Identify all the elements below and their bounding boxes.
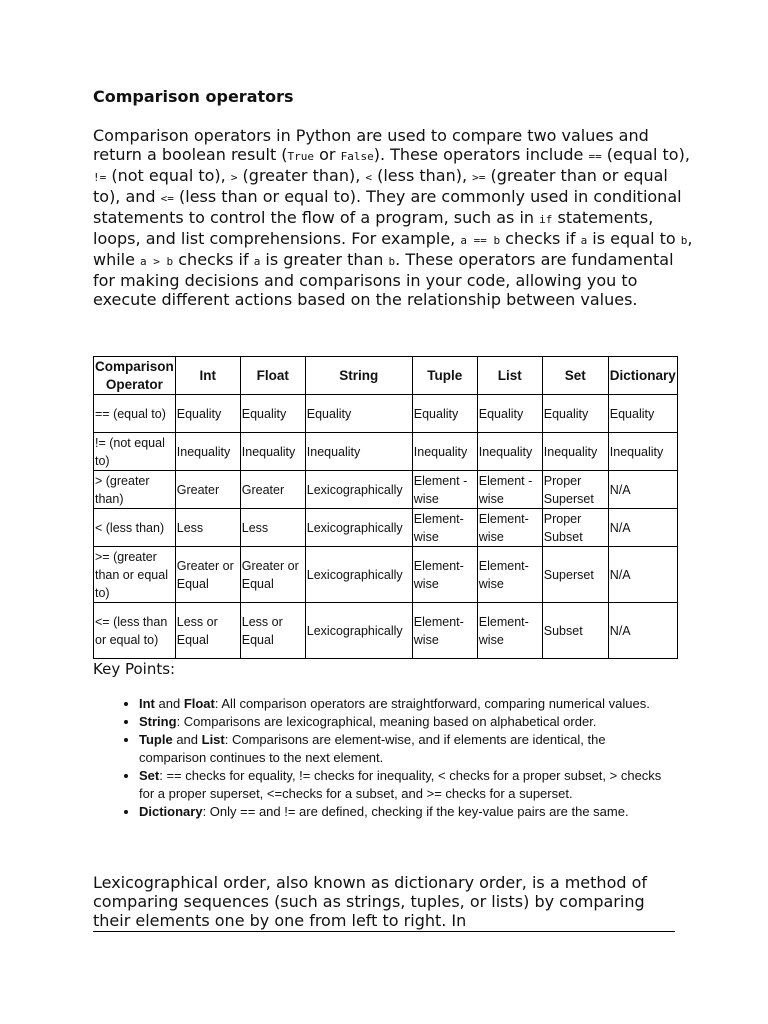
table-cell: == (equal to)	[94, 395, 176, 433]
table-cell: Less or Equal	[175, 603, 240, 659]
inline-code: !=	[93, 171, 107, 184]
term: Tuple	[139, 732, 173, 747]
intro-text: ). These operators include	[373, 145, 589, 164]
table-cell: Lexicographically	[305, 471, 412, 509]
connector: and	[172, 732, 202, 747]
header-cell: Float	[240, 357, 305, 395]
table-cell: Equality	[412, 395, 477, 433]
table-cell: Greater	[240, 471, 305, 509]
list-item	[139, 767, 673, 803]
lexicographical-paragraph: Lexicographical order, also known as dictionary order, is a method of comparing sequences (such as strings, tuples, or lists) by comparing their elements one by one from left to right. In	[93, 873, 648, 930]
term: Int	[139, 696, 155, 711]
description: : Comparisons are element-wise, and if elements are identical, the comparison continues to the next element.	[139, 732, 606, 765]
inline-code: a > b	[140, 255, 174, 268]
table-cell: Equality	[608, 395, 677, 433]
list-item	[139, 695, 673, 713]
term: Set	[139, 768, 160, 783]
description: : == checks for equality, != checks for inequality, < checks for a proper subset, > checks for a proper superset, <=checks for a subset, and >= checks for a superset.	[139, 768, 662, 801]
inline-code: <=	[160, 192, 174, 205]
table-cell: Inequality	[412, 433, 477, 471]
intro-text: or	[314, 145, 341, 164]
inline-code: b	[680, 234, 688, 247]
inline-code: False	[340, 150, 374, 163]
intro-text: (greater than or equal to), and	[93, 166, 668, 206]
table-cell: Equality	[542, 395, 608, 433]
inline-code: if	[539, 213, 553, 226]
intro-text: (less than or equal to). They are commonly used in conditional statements to control the flow of a program, such as in	[93, 187, 682, 227]
list-item	[139, 803, 673, 821]
table-cell: != (not equal to)	[94, 433, 176, 471]
table-cell: Proper Subset	[542, 509, 608, 547]
intro-text: is equal to	[587, 229, 681, 248]
table-cell: Inequality	[608, 433, 677, 471]
description: : Only == and != are defined, checking if the key-value pairs are the same.	[202, 804, 629, 819]
inline-code: >	[230, 171, 238, 184]
table-cell: N/A	[608, 509, 677, 547]
key-points-list	[93, 695, 673, 821]
intro-text: checks if	[500, 229, 581, 248]
inline-code: True	[287, 150, 315, 163]
table-cell: Element-wise	[412, 603, 477, 659]
table-cell: Proper Superset	[542, 471, 608, 509]
intro-text: , while	[93, 229, 693, 269]
connector: and	[154, 696, 184, 711]
intro-text: checks if	[173, 250, 254, 269]
intro-text: (equal to),	[601, 145, 690, 164]
table-row	[94, 509, 678, 547]
table-cell: Element-wise	[477, 509, 542, 547]
table-cell: N/A	[608, 471, 677, 509]
description: : Comparisons are lexicographical, meaning based on alphabetical order.	[176, 714, 597, 729]
table-cell: Element-wise	[412, 547, 477, 603]
table-cell: Inequality	[477, 433, 542, 471]
inline-code: b	[388, 255, 396, 268]
intro-text: (less than),	[372, 166, 473, 185]
table-cell: Greater or Equal	[240, 547, 305, 603]
table-cell: Less	[175, 509, 240, 547]
table-cell: Equality	[175, 395, 240, 433]
table-row	[94, 395, 678, 433]
term: String	[139, 714, 177, 729]
term: Dictionary	[139, 804, 203, 819]
table-cell: N/A	[608, 603, 677, 659]
table-cell: < (less than)	[94, 509, 176, 547]
comparison-table	[93, 356, 678, 659]
table-row	[94, 603, 678, 659]
key-points-title: Key Points:	[93, 660, 176, 678]
header-cell: List	[477, 357, 542, 395]
header-cell: String	[305, 357, 412, 395]
table-cell: Equality	[305, 395, 412, 433]
table-cell: Equality	[477, 395, 542, 433]
table-cell: Less	[240, 509, 305, 547]
table-cell: Element-wise	[477, 603, 542, 659]
header-cell: Comparison Operator	[94, 357, 176, 395]
table-cell: > (greater than)	[94, 471, 176, 509]
inline-code: a	[580, 234, 588, 247]
list-item	[139, 713, 673, 731]
table-cell: Inequality	[305, 433, 412, 471]
table-cell: Subset	[542, 603, 608, 659]
table-cell: Element - wise	[412, 471, 477, 509]
list-item	[139, 731, 673, 767]
intro-paragraph	[93, 126, 693, 309]
table-cell: Lexicographically	[305, 509, 412, 547]
inline-code: a	[253, 255, 261, 268]
inline-code: <	[365, 171, 372, 184]
table-row	[94, 471, 678, 509]
table-cell: Superset	[542, 547, 608, 603]
inline-code: >=	[472, 171, 486, 184]
header-cell: Tuple	[412, 357, 477, 395]
table-row	[94, 547, 678, 603]
description: : All comparison operators are straightforward, comparing numerical values.	[214, 696, 650, 711]
table-cell: <= (less than or equal to)	[94, 603, 176, 659]
header-cell: Int	[175, 357, 240, 395]
table-cell: Equality	[240, 395, 305, 433]
intro-text: Comparison operators in Python are used to compare two values and return a boolean result (	[93, 126, 649, 164]
table-cell: Element - wise	[477, 471, 542, 509]
header-cell: Dictionary	[608, 357, 677, 395]
term: List	[201, 732, 225, 747]
intro-text: . These operators are fundamental for making decisions and comparisons in your code, allowing you to execute different actions based on the relationship between values.	[93, 250, 674, 309]
table-cell: Less or Equal	[240, 603, 305, 659]
horizontal-rule	[93, 931, 675, 932]
table-row	[94, 433, 678, 471]
section-heading: Comparison operators	[93, 87, 294, 106]
table-cell: Element-wise	[477, 547, 542, 603]
table-cell: Inequality	[175, 433, 240, 471]
inline-code: ==	[588, 150, 602, 163]
table-cell: Greater or Equal	[175, 547, 240, 603]
table-cell: Lexicographically	[305, 603, 412, 659]
table-cell: Lexicographically	[305, 547, 412, 603]
table-cell: Element-wise	[412, 509, 477, 547]
term: Float	[183, 696, 215, 711]
table-cell: Inequality	[542, 433, 608, 471]
table-cell: >= (greater than or equal to)	[94, 547, 176, 603]
intro-text: (greater than),	[237, 166, 366, 185]
intro-text: (not equal to),	[106, 166, 231, 185]
inline-code: a == b	[460, 234, 501, 247]
table-cell: Inequality	[240, 433, 305, 471]
intro-text: statements, loops, and list comprehensions. For example,	[93, 208, 654, 248]
table-cell: Greater	[175, 471, 240, 509]
header-cell: Set	[542, 357, 608, 395]
intro-text: is greater than	[260, 250, 389, 269]
table-header-row	[94, 357, 678, 395]
table-cell: N/A	[608, 547, 677, 603]
